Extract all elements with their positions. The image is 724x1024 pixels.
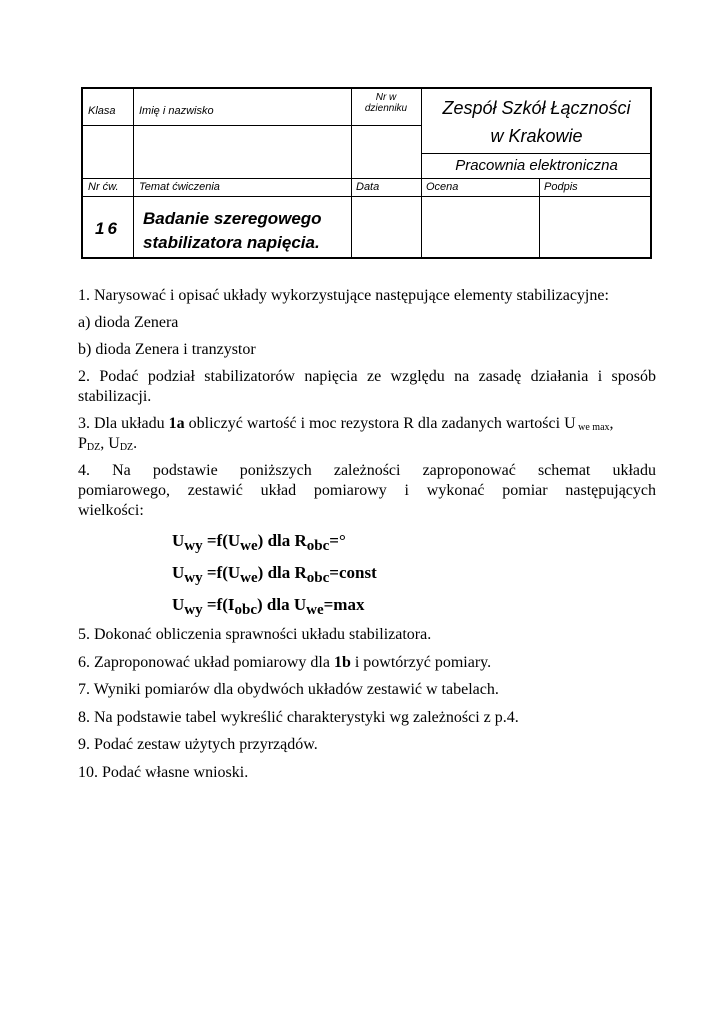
task-6: 6. Zaproponować układ pomiarowy dla 1b i powtórzyć pomiary. [78, 654, 492, 671]
exercise-topic: Badanie szeregowego stabilizatora napięcia. [143, 209, 322, 252]
imie-label: Imię i nazwisko [139, 105, 214, 117]
data-label: Data [356, 181, 380, 193]
formula-2: Uwy =f(Uwe) dla Robc=const [172, 563, 377, 586]
ocena-label: Ocena [426, 181, 459, 193]
nr-dziennika-label: Nr w dzienniku [364, 92, 408, 114]
header-divider [83, 125, 421, 126]
task-8: 8. Na podstawie tabel wykreślić charakterystyki wg zależności z p.4. [78, 709, 519, 726]
task-10: 10. Podać własne wnioski. [78, 764, 249, 781]
header-divider [83, 196, 652, 197]
exercise-number: 16 [95, 219, 120, 238]
task-2-line1: 2. Podać podział stabilizatorów napięcia ze względu na zasadę działania i sposób [78, 368, 656, 385]
formula-3: Uwy =f(Iobc) dla Uwe=max [172, 595, 365, 618]
klasa-label: Klasa [88, 105, 116, 117]
header-table [81, 87, 652, 259]
header-divider [83, 178, 652, 179]
task-9: 9. Podać zestaw użytych przyrządów. [78, 736, 318, 753]
header-divider [539, 178, 540, 259]
task-3-line2: $P_{DZ}$, $U_{DZ}$. [78, 435, 138, 453]
workshop-name: Pracownia elektroniczna [455, 157, 618, 174]
nr-cw-label: Nr ćw. [88, 181, 119, 193]
podpis-label: Podpis [544, 181, 578, 193]
temat-label: Temat ćwiczenia [139, 181, 220, 193]
task-7: 7. Wyniki pomiarów dla obydwóch układów zestawić w tabelach. [78, 681, 499, 698]
task-2-line2: stabilizacji. [78, 388, 152, 405]
header-divider [421, 153, 652, 154]
header-divider [133, 89, 134, 259]
task-1b: b) dioda Zenera i tranzystor [78, 341, 256, 358]
task-5: 5. Dokonać obliczenia sprawności układu stabilizatora. [78, 626, 432, 643]
task-3-line1: 3. Dla układu 1a obliczyć wartość i moc rezystora R dla zadanych wartości U $_{we max}$, [78, 415, 614, 433]
school-name: Zespół Szkół Łączności w Krakowie [442, 98, 631, 146]
header-divider [351, 89, 352, 259]
formula-1: Uwy =f(Uwe) dla Robc=° [172, 531, 346, 554]
task-4-line2: pomiarowego, zestawić układ pomiarowy i wykonać pomiar następujących [78, 482, 656, 499]
task-1: 1. Narysować i opisać układy wykorzystujące następujące elementy stabilizacyjne: [78, 287, 609, 304]
task-4-line1: 4. Na podstawie poniższych zależności zaproponować schemat układu [78, 462, 656, 479]
task-4-line3: wielkości: [78, 502, 144, 519]
task-1a: a) dioda Zenera [78, 314, 179, 331]
